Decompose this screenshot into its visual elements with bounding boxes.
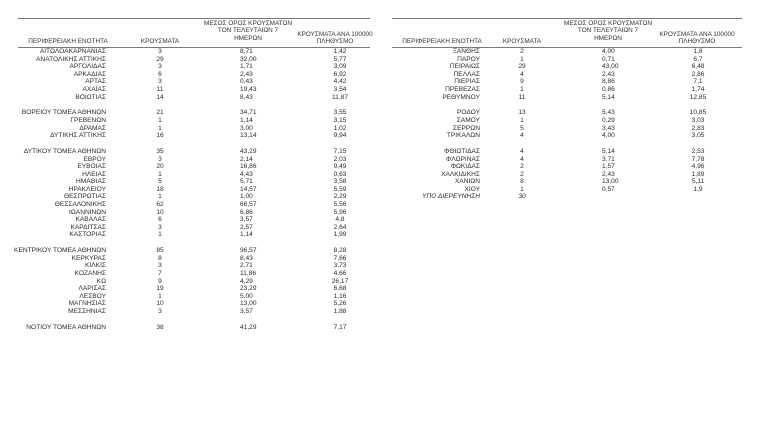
region-cell: ΧΑΝΙΩΝ — [454, 178, 480, 186]
region-cell: ΚΑΒΑΛΑΣ — [75, 216, 106, 224]
per100k-cell: 1,16 — [333, 292, 347, 300]
cases-cell: 4 — [520, 70, 524, 78]
region-cell: ΞΑΝΘΗΣ — [452, 48, 480, 55]
table-row — [18, 278, 370, 286]
table-row — [18, 255, 370, 263]
avg-cell: 5,71 — [240, 178, 253, 186]
table-row — [392, 71, 742, 79]
row-spacer — [392, 101, 742, 109]
table-row — [18, 193, 370, 201]
per100k-cell: 2,83 — [691, 124, 705, 132]
avg-cell: 0,71 — [602, 55, 615, 63]
region-cell: ΜΑΓΝΗΣΙΑΣ — [68, 300, 106, 308]
region-cell: ΡΕΘΥΜΝΟΥ — [442, 93, 480, 101]
cases-cell: 8 — [520, 178, 524, 186]
avg-cell: 3,57 — [240, 307, 253, 315]
cases-cell: 11 — [518, 93, 526, 101]
region-cell: ΘΕΣΠΡΩΤΙΑΣ — [63, 193, 106, 201]
region-cell: ΠΑΡΟΥ — [457, 55, 480, 63]
region-cell: ΔΡΑΜΑΣ — [79, 124, 106, 132]
per100k-cell: 1,42 — [333, 48, 347, 55]
table-row — [18, 270, 370, 278]
table-row — [18, 209, 370, 217]
table-row — [18, 293, 370, 301]
per100k-cell: 7,66 — [333, 254, 347, 262]
avg-cell: 2,43 — [602, 70, 615, 78]
avg-cell: 8,43 — [240, 93, 253, 101]
row-spacer — [18, 239, 370, 247]
avg-cell: 4,29 — [240, 277, 253, 285]
per100k-cell: 1,02 — [333, 124, 347, 132]
cases-column-header: ΚΡΟΥΣΜΑΤΑ — [140, 38, 180, 45]
avg-cell: 1,57 — [602, 163, 615, 171]
per100k-cell: 7,15 — [333, 147, 347, 155]
region-cell: ΚΩ — [96, 277, 106, 285]
avg-cell: 5,00 — [240, 292, 253, 300]
avg-cell: 8,43 — [240, 254, 253, 262]
table-row — [18, 201, 370, 209]
cases-cell: 5 — [158, 178, 162, 186]
region-column-header: ΠΕΡΙΦΕΡΕΙΑΚΗ ΕΝΟΤΗΤΑ — [402, 38, 482, 45]
avg-cell: 0,86 — [602, 85, 615, 93]
region-cell: ΤΡΙΚΑΛΩΝ — [446, 132, 480, 140]
avg-cell: 1,14 — [240, 116, 253, 124]
per100k-cell: 0,63 — [333, 170, 347, 178]
per100k-cell: 3,73 — [333, 262, 347, 270]
region-cell: ΠΡΕΒΕΖΑΣ — [445, 85, 480, 93]
left-table — [14, 18, 373, 331]
avg-cell: 5,14 — [602, 93, 615, 101]
region-cell: ΚΙΛΚΙΣ — [85, 262, 106, 270]
per100k-cell: 26,17 — [331, 277, 349, 285]
per100k-cell: 7,1 — [693, 78, 703, 86]
region-cell: ΙΩΑΝΝΙΝΩΝ — [69, 208, 106, 216]
table-row — [18, 156, 370, 164]
per100k-cell: 11,87 — [331, 93, 348, 101]
region-cell: ΣΑΜΟΥ — [456, 116, 480, 124]
right-rows — [392, 48, 742, 201]
region-cell: ΛΑΡΙΣΑΣ — [78, 285, 106, 293]
table-row — [392, 48, 742, 56]
avg-cell: 66,57 — [240, 201, 257, 209]
cases-cell: 3 — [158, 223, 162, 231]
avg-cell: 41,29 — [240, 323, 257, 331]
table-row — [18, 148, 370, 156]
per100k-cell: 8,28 — [333, 247, 347, 255]
cases-cell: 1 — [158, 124, 162, 132]
per100k-cell: 6,92 — [333, 70, 347, 78]
cases-cell: 1 — [158, 231, 162, 239]
region-cell: ΑΧΑΪΑΣ — [82, 85, 106, 93]
cases-column-header: ΚΡΟΥΣΜΑΤΑ — [502, 38, 542, 45]
avg-cell: 8,71 — [240, 48, 253, 55]
per100k-cell: 3,58 — [333, 178, 347, 186]
avg-cell: 1,14 — [240, 231, 253, 239]
per100k-cell: 5,96 — [333, 208, 347, 216]
table-row — [18, 285, 370, 293]
table-row — [392, 56, 742, 64]
table-row — [392, 109, 742, 117]
region-cell: ΑΡΚΑΔΙΑΣ — [73, 70, 106, 78]
per100k-cell: 3,55 — [333, 109, 347, 117]
region-cell: ΑΝΑΤΟΛΙΚΗΣ ΑΤΤΙΚΗΣ — [36, 55, 106, 63]
region-cell: ΘΕΣΣΑΛΟΝΙΚΗΣ — [54, 201, 106, 209]
avg-cell: 23,29 — [240, 285, 257, 293]
avg-cell: 4,00 — [602, 48, 615, 55]
cases-cell: 9 — [158, 277, 162, 285]
avg-cell: 8,86 — [602, 78, 615, 86]
cases-cell: 1 — [158, 116, 162, 124]
region-cell: ΕΒΡΟΥ — [83, 155, 106, 163]
table-row — [18, 262, 370, 270]
cases-cell: 20 — [156, 163, 164, 171]
table-row — [392, 156, 742, 164]
per100k-cell: 2,29 — [333, 193, 347, 201]
avg-cell: 0,57 — [602, 185, 615, 193]
region-cell: ΝΟΤΙΟΥ ΤΟΜΕΑ ΑΘΗΝΩΝ — [26, 323, 106, 331]
region-cell: ΧΙΟΥ — [464, 185, 480, 193]
table-row — [18, 178, 370, 186]
cases-cell: 62 — [156, 201, 164, 209]
per100k-cell: 2,64 — [333, 223, 347, 231]
per100k-cell: 12,85 — [689, 93, 707, 101]
cases-cell: 3 — [158, 63, 162, 71]
per100k-cell: 9,94 — [333, 132, 347, 140]
region-cell: ΦΛΩΡΙΝΑΣ — [445, 155, 480, 163]
per100k-cell: 3,54 — [333, 85, 347, 93]
region-cell: ΒΟΙΩΤΙΑΣ — [75, 93, 106, 101]
cases-cell: 16 — [156, 132, 164, 140]
per100k-cell: 6,68 — [333, 285, 347, 293]
table-row — [18, 186, 370, 194]
cases-cell: 30 — [518, 193, 526, 201]
avg-cell: 5,43 — [602, 109, 615, 117]
cases-cell: 10 — [156, 208, 164, 216]
table-row — [392, 117, 742, 125]
cases-cell: 1 — [520, 85, 524, 93]
table-row — [392, 178, 742, 186]
cases-cell: 1 — [520, 116, 524, 124]
cases-cell: 3 — [158, 155, 162, 163]
cases-cell: 1 — [520, 185, 524, 193]
per100k-cell: 3,15 — [333, 116, 347, 124]
table-row — [18, 171, 370, 179]
avg-cell: 13,00 — [240, 300, 257, 308]
cases-cell: 4 — [520, 132, 524, 140]
per100k-cell: 1,8 — [693, 48, 703, 55]
per100k-cell: 1,74 — [691, 85, 705, 93]
region-cell: ΛΕΣΒΟΥ — [79, 292, 106, 300]
table-row — [18, 71, 370, 79]
cases-cell: 2 — [520, 170, 524, 178]
region-cell: ΧΑΛΚΙΔΙΚΗΣ — [441, 170, 480, 178]
per100k-cell: 3,09 — [333, 63, 347, 71]
per100k-cell: 4,66 — [333, 270, 347, 277]
avg-cell: 2,14 — [240, 155, 253, 163]
cases-cell: 4 — [520, 147, 524, 155]
table-row — [18, 48, 370, 56]
cases-cell: 19 — [156, 285, 164, 293]
left-rows — [14, 48, 370, 331]
region-cell: ΓΡΕΒΕΝΩΝ — [70, 116, 106, 124]
avg-cell: 5,14 — [602, 147, 615, 155]
cases-cell: 2 — [520, 48, 524, 55]
table-row — [18, 308, 370, 316]
cases-cell: 3 — [158, 78, 162, 86]
table-row — [392, 171, 742, 179]
table-row — [18, 125, 370, 133]
region-cell: ΑΙΤΩΛΟΑΚΑΡΝΑΝΙΑΣ — [39, 48, 106, 55]
per100k-cell: 1,9 — [693, 185, 703, 193]
cases-cell: 3 — [158, 307, 162, 315]
cases-cell: 8 — [158, 254, 162, 262]
table-row — [18, 94, 370, 102]
avg-cell: 3,71 — [602, 155, 615, 163]
cases-cell: 6 — [158, 70, 162, 78]
avg-cell: 0,29 — [602, 116, 615, 124]
avg-cell: 13,14 — [240, 132, 257, 140]
per100k-cell: 2,53 — [691, 147, 705, 155]
per100k-cell: 7,17 — [333, 323, 347, 331]
cases-cell: 4 — [520, 155, 524, 163]
avg-cell: 2,57 — [240, 223, 253, 231]
cases-cell: 18 — [156, 185, 164, 193]
table-row — [392, 186, 742, 194]
table-row — [18, 216, 370, 224]
table-row — [392, 63, 742, 71]
per100k-cell: 1,99 — [333, 231, 347, 239]
avg-cell: 34,71 — [240, 109, 257, 117]
right-table — [392, 18, 742, 201]
region-cell: ΡΟΔΟΥ — [457, 109, 480, 117]
row-spacer — [392, 140, 742, 148]
per100k-cell: 1,88 — [333, 307, 347, 315]
region-cell: ΠΕΙΡΑΙΩΣ — [449, 63, 480, 71]
table-row — [18, 224, 370, 232]
table-row — [392, 125, 742, 133]
region-cell: ΚΕΝΤΡΙΚΟΥ ΤΟΜΕΑ ΑΘΗΝΩΝ — [14, 247, 106, 255]
avg-cell: 4,00 — [602, 132, 615, 140]
per100k-cell: 10,85 — [689, 109, 707, 117]
avg-cell: 3,57 — [240, 216, 253, 224]
avg-cell: 43,29 — [240, 147, 257, 155]
table-row — [18, 132, 370, 140]
region-cell: ΦΩΚΙΔΑΣ — [450, 163, 480, 171]
avg-cell: 3,43 — [602, 124, 615, 132]
table-row — [14, 247, 370, 255]
region-cell: ΕΥΒΟΙΑΣ — [77, 163, 106, 171]
cases-cell: 1 — [520, 55, 524, 63]
cases-cell: 29 — [518, 63, 526, 71]
region-cell: ΒΟΡΕΙΟΥ ΤΟΜΕΑ ΑΘΗΝΩΝ — [21, 109, 106, 117]
avg-cell: 96,57 — [240, 247, 257, 255]
cases-cell: 21 — [156, 109, 164, 117]
region-cell: ΚΑΣΤΟΡΙΑΣ — [69, 231, 106, 239]
avg-cell: 11,86 — [240, 270, 257, 277]
per100k-cell: 2,86 — [691, 70, 705, 78]
table-row — [18, 117, 370, 125]
cases-cell: 7 — [158, 270, 162, 277]
avg-cell: 6,86 — [240, 208, 253, 216]
table-row — [18, 163, 370, 171]
avg-column-header: ΜΕΣΟΣ ΟΡΟΣ ΚΡΟΥΣΜΑΤΩΝ ΤΟΝ ΤΕΛΕΥΤΑΙΩΝ 7 ΗΜΕΡΩΝ — [204, 20, 292, 42]
per100k-cell: 5,11 — [691, 178, 705, 186]
avg-cell: 16,86 — [240, 163, 257, 171]
per100k-cell: 2,03 — [333, 155, 347, 163]
per100k-column-header: ΚΡΟΥΣΜΑΤΑ ΑΝΑ 100000 ΠΛΗΘΥΣΜΟ — [659, 31, 735, 46]
region-cell: ΣΕΡΡΩΝ — [453, 124, 480, 132]
region-cell: ΔΥΤΙΚΗΣ ΑΤΤΙΚΗΣ — [50, 132, 106, 140]
row-spacer — [18, 316, 370, 324]
cases-cell: 3 — [158, 262, 162, 270]
region-column-header: ΠΕΡΙΦΕΡΕΙΑΚΗ ΕΝΟΤΗΤΑ — [28, 38, 108, 45]
table-row — [18, 109, 370, 117]
table-row — [392, 132, 742, 140]
left-header-row — [18, 18, 373, 48]
avg-cell: 1,00 — [240, 193, 253, 201]
avg-cell: 19,43 — [240, 85, 257, 93]
cases-cell: 14 — [156, 93, 164, 101]
region-cell: ΜΕΣΣΗΝΙΑΣ — [68, 307, 106, 315]
per100k-cell: 6,48 — [691, 63, 705, 71]
avg-cell: 0,43 — [240, 78, 253, 86]
table-row — [18, 78, 370, 86]
per100k-cell: 5,26 — [333, 300, 347, 308]
region-cell: ΗΜΑΘΙΑΣ — [76, 178, 106, 186]
cases-cell: 11 — [156, 85, 164, 93]
table-row — [18, 86, 370, 94]
region-cell: ΥΠΟ ΔΙΕΡΕΥΝΗΣΗ — [422, 193, 480, 201]
table-row — [392, 193, 742, 201]
region-cell: ΔΥΤΙΚΟΥ ΤΟΜΕΑ ΑΘΗΝΩΝ — [23, 147, 106, 155]
region-cell: ΠΕΛΛΑΣ — [453, 70, 480, 78]
cases-cell: 1 — [158, 193, 162, 201]
table-row — [392, 94, 742, 102]
cases-cell: 1 — [158, 170, 162, 178]
region-cell: ΑΡΓΟΛΙΔΑΣ — [69, 63, 106, 71]
per100k-cell: 7,78 — [691, 155, 705, 163]
table-row — [392, 163, 742, 171]
per100k-cell: 4,96 — [691, 163, 705, 171]
avg-cell: 2,71 — [240, 262, 253, 270]
region-cell: ΚΑΡΔΙΤΣΑΣ — [70, 223, 106, 231]
avg-cell: 13,00 — [602, 178, 619, 186]
per100k-cell: 3,03 — [691, 116, 705, 124]
avg-cell: 14,57 — [240, 185, 257, 193]
cases-cell: 3 — [158, 48, 162, 55]
avg-cell: 1,71 — [240, 63, 253, 71]
cases-cell: 35 — [156, 147, 164, 155]
avg-cell: 3,00 — [240, 124, 253, 132]
per100k-cell: 5,56 — [333, 201, 347, 209]
region-cell: ΚΟΖΑΝΗΣ — [74, 270, 106, 277]
region-cell: ΚΕΡΚΥΡΑΣ — [71, 254, 106, 262]
cases-cell: 85 — [156, 247, 164, 255]
region-cell: ΗΡΑΚΛΕΙΟΥ — [68, 185, 106, 193]
table-row — [18, 63, 370, 71]
per100k-cell: 5,77 — [333, 55, 347, 63]
row-spacer — [18, 140, 370, 148]
right-header-row — [392, 18, 742, 48]
avg-cell: 4,43 — [240, 170, 253, 178]
table-row — [392, 148, 742, 156]
table-row — [18, 231, 370, 239]
per100k-cell: 9,49 — [333, 163, 347, 171]
cases-cell: 5 — [520, 124, 524, 132]
avg-cell: 2,43 — [240, 70, 253, 78]
table-row — [392, 86, 742, 94]
avg-cell: 2,43 — [602, 170, 615, 178]
per100k-cell: 6,7 — [693, 55, 703, 63]
region-cell: ΑΡΤΑΣ — [85, 78, 106, 86]
table-row — [18, 56, 370, 64]
per100k-cell: 3,05 — [691, 132, 705, 140]
row-spacer — [18, 101, 370, 109]
cases-cell: 6 — [158, 216, 162, 224]
per100k-cell: 4,42 — [333, 78, 347, 86]
per100k-cell: 1,89 — [691, 170, 705, 178]
per100k-cell: 4,8 — [335, 216, 345, 224]
cases-cell: 1 — [158, 292, 162, 300]
table-row — [18, 300, 370, 308]
avg-column-header: ΜΕΣΟΣ ΟΡΟΣ ΚΡΟΥΣΜΑΤΩΝ ΤΟΝ ΤΕΛΕΥΤΑΙΩΝ 7 ΗΜΕΡΩΝ — [564, 20, 652, 42]
table-row — [392, 78, 742, 86]
per100k-cell: 5,59 — [333, 185, 347, 193]
per100k-column-header: ΚΡΟΥΣΜΑΤΑ ΑΝΑ 100000 ΠΛΗΘΥΣΜΟ — [297, 31, 373, 46]
table-row — [18, 324, 370, 332]
region-cell: ΦΘΙΩΤΙΔΑΣ — [444, 147, 480, 155]
cases-cell: 29 — [156, 55, 164, 63]
cases-cell: 13 — [518, 109, 526, 117]
cases-cell: 9 — [520, 78, 524, 86]
region-cell: ΠΙΕΡΙΑΣ — [454, 78, 480, 86]
cases-cell: 2 — [520, 163, 524, 171]
avg-cell: 43,00 — [602, 63, 619, 71]
cases-cell: 10 — [156, 300, 164, 308]
cases-cell: 38 — [156, 323, 164, 331]
avg-cell: 32,00 — [240, 55, 257, 63]
region-cell: ΗΛΕΙΑΣ — [82, 170, 106, 178]
